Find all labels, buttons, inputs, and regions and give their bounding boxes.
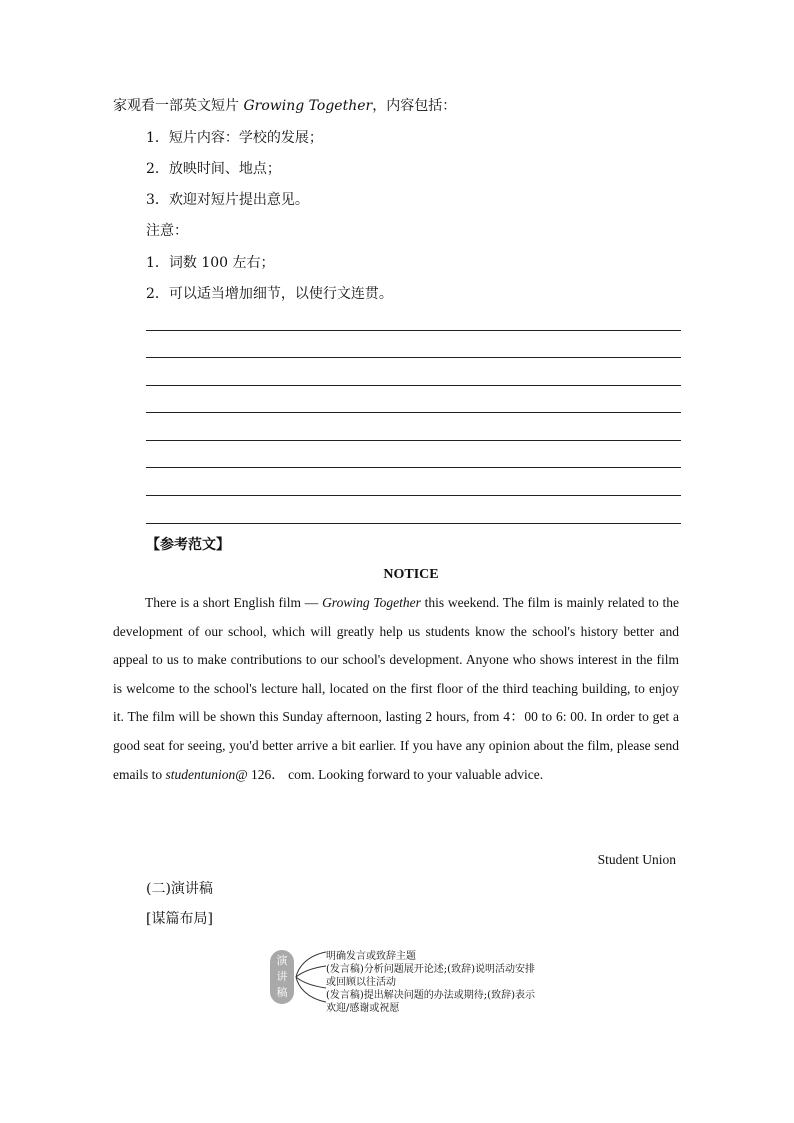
essay-title: NOTICE [383, 567, 439, 582]
writing-line[interactable] [146, 523, 681, 524]
diagram-text [326, 950, 535, 1015]
essay-body [113, 589, 679, 789]
pill-char: 讲 [276, 970, 288, 983]
essay-film-title: Growing Together [322, 595, 421, 610]
intro-line [113, 96, 456, 116]
essay-text-2: this weekend. The film is mainly related to the development of our school, which will greatly help us students know the school's history better and appeal to us to make contributions to our school's development. Anyone who shows interest in the film is welcome to the school's lecture hall, located on the first floor of the third teaching building, to enjoy it. The film will be shown this Sunday afternoon, lasting 2 hours, from 4：00 to 6: 00. In order to get a good seat for seeing, you'd better arrive a bit earlier. If you have any opinion about the film, please send emails to [113, 595, 680, 782]
writing-line[interactable] [146, 357, 681, 358]
intro-prefix: 家观看一部英文短片 [113, 98, 244, 114]
diagram-line: 明确发言或致辞主题 [326, 951, 416, 962]
essay-email: studentunion@ [165, 766, 248, 782]
diagram-line: 欢迎/感谢或祝愿 [326, 1003, 400, 1014]
pill-char: 演 [276, 954, 288, 967]
diagram-line: 或回顾以往活动 [326, 977, 396, 988]
diagram-line: (发言稿)提出解决问题的办法或期待;(致辞)表示 [326, 990, 535, 1001]
list-item: 3．欢迎对短片提出意见。 [146, 192, 309, 208]
diagram-pill [270, 950, 294, 1004]
list-item: 2．放映时间、地点； [146, 161, 281, 177]
section-heading: (二)演讲稿 [146, 881, 213, 897]
writing-line[interactable] [146, 385, 681, 386]
intro-suffix: ，内容包括： [372, 98, 457, 114]
layout-label: [谋篇布局] [146, 911, 213, 927]
list-item: 1．短片内容：学校的发展； [146, 130, 323, 146]
essay-signature: Student Union [597, 852, 676, 867]
note-item: 1．词数 100 左右； [146, 255, 275, 271]
writing-line[interactable] [146, 495, 681, 496]
writing-line[interactable] [146, 467, 681, 468]
intro-film-title: Growing Together [243, 98, 373, 114]
structure-diagram [270, 950, 570, 1016]
essay-text-1: There is a short English film — [145, 595, 323, 610]
pill-char: 稿 [276, 986, 288, 999]
bracket-lines-icon [292, 950, 328, 1010]
diagram-line: (发言稿)分析问题展开论述;(致辞)说明活动安排 [326, 964, 535, 975]
writing-line[interactable] [146, 330, 681, 331]
note-item: 2．可以适当增加细节，以使行文连贯。 [146, 286, 393, 302]
notes-label: 注意： [146, 223, 188, 239]
writing-line[interactable] [146, 412, 681, 413]
reference-label: 【参考范文】 [146, 537, 230, 553]
essay-text-3: 126． com. Looking forward to your valuable advice. [247, 766, 544, 782]
writing-line[interactable] [146, 440, 681, 441]
